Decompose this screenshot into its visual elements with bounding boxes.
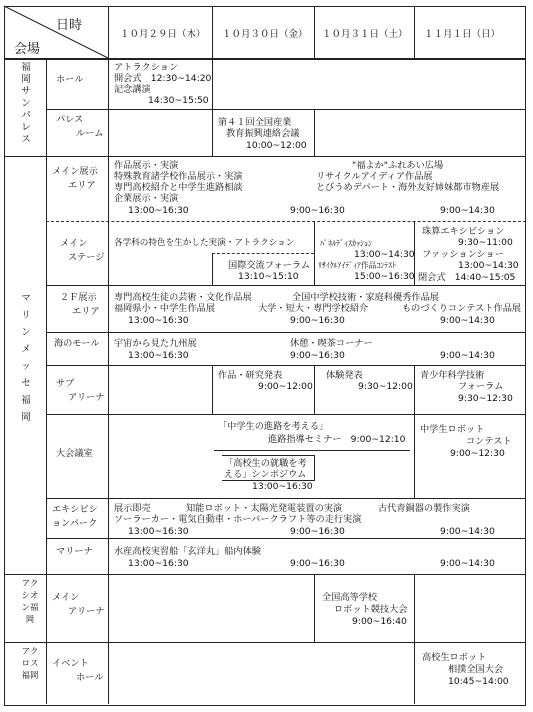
cell-text: 「中学生の進路を考える」: [218, 421, 329, 432]
cell-text: 作品展示・実演: [114, 160, 179, 171]
cell-text: 第４１回全国産業: [218, 117, 292, 128]
cell-text: える」シンポジウム: [224, 469, 307, 480]
cell-line: [212, 253, 213, 285]
cell-time: 13:00~16:30: [128, 205, 189, 216]
cell-text: 相撲全国大会: [448, 664, 504, 675]
room-palace-1: パレス: [56, 114, 84, 125]
cell-line: [414, 642, 415, 704]
cell-text: 開会式 12:30~14:20: [114, 73, 212, 84]
cell-time: 9:00~12:30: [450, 448, 505, 459]
row-line: [46, 538, 526, 539]
group-line-3: [4, 642, 526, 643]
header-bottom-line: [4, 58, 526, 60]
cell-time: 9:00~14:30: [440, 558, 495, 569]
cell-line: [212, 365, 213, 414]
cell-text: 福岡県小・中学生作品展: [114, 303, 216, 314]
col-line-group: [46, 58, 47, 704]
cell-time: 13:10~15:10: [238, 271, 299, 282]
cell-time: 9:00~16:30: [290, 558, 345, 569]
cell-text: 記念講演: [114, 84, 151, 95]
header-day-30: １０月３０日（金）: [222, 29, 308, 40]
row-line: [46, 332, 526, 333]
cell-text: リサイクルアイディア作品展: [316, 171, 433, 182]
cell-text: 作品・研究発表: [218, 370, 283, 381]
cell-text: 古代青銅器の製作実演: [378, 503, 470, 514]
room-main-exhibit-1: メイン展示: [52, 166, 98, 177]
room-event-hall-2: ホール: [76, 672, 104, 683]
col-line-room: [108, 6, 109, 704]
cell-time: 9:00~14:30: [440, 315, 495, 326]
cell-text: 特殊教育諸学校作品展示・実演: [114, 171, 243, 182]
cell-text: ロボット競技大会: [334, 604, 408, 615]
group-marine-messe: マリンメッセ福岡: [21, 293, 31, 423]
cell-time: 13:00~16:30: [252, 481, 313, 492]
cell-text: "福よか"ふれあい広場: [352, 160, 444, 171]
cell-time: 9:00~16:30: [290, 350, 345, 361]
cell-text: 進路指導セミナー 9:00~12:10: [268, 434, 406, 445]
cell-text: ファッションショー: [422, 249, 504, 260]
cell-text: アトラクション: [114, 62, 179, 73]
cell-text: 中学生ロボット: [420, 424, 485, 435]
cell-time: 9:00~16:30: [290, 205, 345, 216]
group-fukuoka-sun-palace: 福岡サンパレス: [21, 62, 31, 145]
cell-text: 展示即売: [114, 503, 151, 514]
cell-time: 9:00~14:30: [440, 526, 495, 537]
cell-text: とびうめデパート・海外友好姉妹都市物産展: [316, 182, 500, 193]
cell-time: 9:00~16:40: [352, 616, 407, 627]
cell-text: コンテスト: [466, 436, 512, 447]
cell-dash: [212, 253, 314, 254]
cell-text: 国際交流フォーラム: [228, 260, 311, 271]
cell-time: 13:00~16:30: [128, 526, 189, 537]
cell-text: 珠算エキシビション: [422, 226, 505, 237]
room-sub-arena-1: サブ: [56, 378, 75, 389]
cell-time: 13:00~16:30: [128, 558, 189, 569]
cell-text: 水産高校実習船「玄洋丸」船内体験: [114, 546, 261, 557]
row-line: [46, 365, 526, 366]
cell-time: 13:00~16:30: [128, 350, 189, 361]
cell-time: 9:00~14:30: [440, 205, 495, 216]
group-line-2: [4, 574, 526, 575]
room-main-stage-1: メイン: [60, 238, 88, 249]
cell-text: ﾘｻｲｸﾙｱｲﾃﾞｨｱ作品ｺﾝﾃｽﾄ: [318, 261, 396, 270]
row-line: [46, 414, 526, 415]
cell-text: 大学・短大・専門学校紹介: [258, 303, 369, 314]
cell-line: [414, 574, 415, 642]
header-day-31: １０月３１日（土）: [322, 29, 408, 40]
cell-time: 13:00~16:30: [128, 315, 189, 326]
room-palace-2: ルーム: [76, 128, 104, 139]
cell-text: 休憩・喫茶コーナー: [290, 338, 373, 349]
room-main-stage-2: ステージ: [68, 252, 105, 263]
cell-time: 9:00~16:30: [290, 315, 345, 326]
group-acros-fukuoka-1: アクシオン福岡: [21, 579, 39, 625]
col-line-day3: [414, 6, 415, 58]
cell-text: 全国高等学校: [322, 592, 378, 603]
cell-text: 専門高校紹介と中学生進路相談: [114, 182, 243, 193]
room-axion-main-2: アリーナ: [68, 606, 105, 617]
room-f2-exhibit-1: ２Ｆ展示: [60, 292, 97, 303]
room-exhibition-park-2: ョンパーク: [52, 518, 98, 529]
cell-line: [212, 58, 213, 156]
row-dash: [46, 221, 526, 222]
cell-time: 9:30~12:00: [358, 381, 413, 392]
cell-line: [314, 221, 315, 285]
cell-time: 9:30~11:00: [458, 237, 513, 248]
cell-time: 9:00~12:00: [258, 381, 313, 392]
cell-time: 9:00~14:30: [440, 350, 495, 361]
cell-line: [314, 109, 315, 156]
room-marina: マリーナ: [56, 546, 93, 557]
cell-text: ものづくりコンテスト作品展: [402, 303, 522, 314]
cell-text: 高校生ロボット: [422, 652, 487, 663]
cell-text: フォーラム: [458, 381, 504, 392]
room-axion-main-1: メイン: [52, 592, 80, 603]
cell-time: 13:00~14:30: [354, 249, 415, 260]
cell-text: 閉会式 14:40~15:05: [418, 272, 516, 283]
group-acros-fukuoka-2: アクロス福岡: [21, 647, 39, 681]
cell-time: 13:00~14:30: [458, 260, 519, 271]
col-line-day1: [212, 6, 213, 58]
cell-line: [314, 365, 315, 414]
header-day-29: １０月２９日（木）: [120, 29, 206, 40]
room-exhibition-park-1: エキシビシ: [52, 504, 98, 515]
row-line: [46, 285, 526, 286]
room-main-exhibit-2: エリア: [68, 180, 96, 191]
cell-time: 14:30~15:50: [148, 95, 209, 106]
cell-text: 宇宙から見た九州展: [114, 338, 197, 349]
cell-time: 15:00~16:30: [354, 271, 415, 282]
header-date-label: 日時: [56, 18, 83, 33]
cell-text: 教育振興連絡会議: [226, 128, 300, 139]
header-venue-label: 会場: [14, 42, 41, 57]
col-line-day2: [314, 6, 315, 58]
cell-text: 企業展示・実演: [114, 193, 179, 204]
cell-text: ソーラーカー・電気自動車・ホーバークラフト等の走行実演: [114, 514, 362, 525]
cell-text: 全国中学校技術・家庭科優秀作品展: [292, 292, 439, 303]
room-f2-exhibit-2: エリア: [72, 306, 100, 317]
row-line: [46, 498, 526, 499]
cell-text: 体験発表: [326, 370, 363, 381]
header-day-1: １１月１日（日）: [424, 29, 501, 40]
cell-time: 9:00~16:30: [290, 526, 345, 537]
cell-line: [414, 414, 415, 498]
row-line: [46, 109, 526, 110]
room-conference: 大会議室: [56, 448, 93, 459]
cell-line: [414, 365, 415, 414]
cell-line: [314, 574, 315, 642]
cell-text: 青少年科学技術: [420, 370, 485, 381]
cell-text: 各学科の特色を生かした実演・アトラクション: [114, 238, 295, 248]
room-sub-arena-2: アリーナ: [68, 392, 105, 403]
cell-time: 10:00~12:00: [246, 140, 307, 151]
room-event-hall-1: イベント: [52, 658, 89, 669]
cell-text: 知能ロボット・太陽光発電装置の実演: [186, 503, 343, 514]
group-line-1: [4, 156, 526, 157]
room-sea-mall: 海のモール: [54, 338, 100, 349]
cell-text: ﾊﾟﾈﾙﾃﾞｨｽｶｯｼｮﾝ: [320, 239, 372, 248]
room-hall: ホール: [56, 74, 84, 85]
cell-time: 10:45~14:00: [448, 676, 509, 687]
cell-text: 「高校生の就職を考: [224, 458, 307, 469]
cell-text: 専門高校生徒の芸術・文化作品展: [114, 292, 252, 303]
cell-time: 9:30~12:30: [458, 393, 513, 404]
